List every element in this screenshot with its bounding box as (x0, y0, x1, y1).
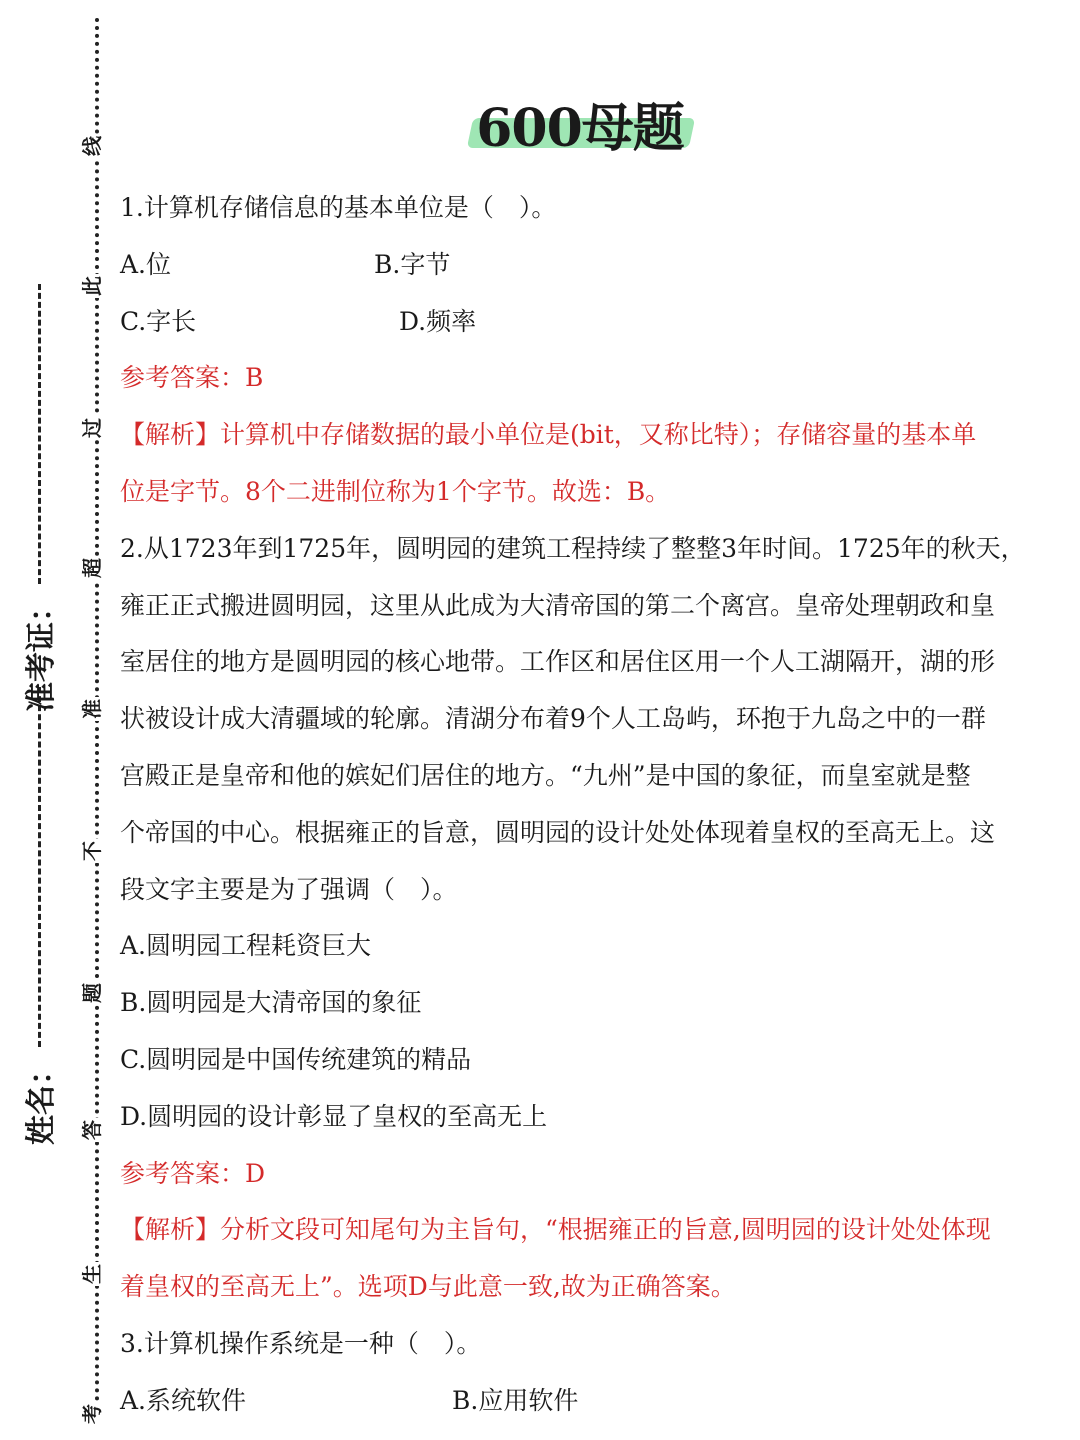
q2-option-d: D.圆明园的设计彰显了皇权的至高无上 (120, 1101, 548, 1131)
q1-stem: 1.计算机存储信息的基本单位是（ ）。 (120, 193, 557, 222)
q3-option-a: A.系统软件 (120, 1385, 247, 1415)
exam-id-label: 准考证： (24, 592, 59, 712)
q2-stem-line: 段文字主要是为了强调（ ）。 (120, 874, 458, 904)
binding-char: 题 (76, 981, 108, 1005)
name-field (16, 687, 60, 1145)
q2-stem-line: 2.从1723年到1725年，圆明园的建筑工程持续了整整3年时间。1725年的秋天， (120, 533, 1026, 563)
q1-analysis-line: 位是字节。8个二进制位称为1个字节。故选：B。 (120, 476, 671, 506)
binding-char: 超 (76, 556, 108, 580)
q2-stem-line: 宫殿正是皇帝和他的嫔妃们居住的地方。“九州”是中国的象征，而皇室就是整 (120, 760, 971, 790)
binding-char: 线 (76, 134, 108, 158)
q1-option-c: C.字长 (120, 306, 197, 336)
q2-stem-line: 个帝国的中心。根据雍正的旨意，圆明园的设计处处体现着皇权的至高无上。这 (120, 817, 996, 847)
q1-option-a: A.位 (120, 249, 172, 279)
binding-margin (0, 0, 112, 1440)
title-block (470, 86, 690, 159)
q2-option-b: B.圆明园是大清帝国的象征 (120, 988, 422, 1018)
q2-option-a: A.圆明园工程耗资巨大 (120, 931, 372, 961)
q1-options-row-2 (120, 294, 1040, 351)
q2-analysis-line: 着皇权的至高无上”。选项D与此意一致,故为正确答案。 (120, 1272, 736, 1302)
q3-option-b: B.应用软件 (452, 1385, 579, 1415)
binding-char: 考 (76, 1402, 108, 1426)
question-content (120, 180, 1040, 1430)
q2-analysis-line: 【解析】分析文段可知尾句为主旨句，“根据雍正的旨意,圆明园的设计处处体现 (120, 1215, 991, 1245)
q2-stem-line: 室居住的地方是圆明园的核心地带。工作区和居住区用一个人工湖隔开，湖的形 (120, 647, 996, 677)
q1-option-d: D.频率 (399, 306, 477, 336)
q2-stem-line: 雍正正式搬进圆明园，这里从此成为大清帝国的第二个离宫。皇帝处理朝政和皇 (120, 590, 996, 620)
q2-answer: 参考答案：D (120, 1158, 266, 1188)
binding-char: 生 (76, 1262, 108, 1286)
q1-answer: 参考答案：B (120, 363, 264, 393)
exam-id-field (16, 284, 60, 712)
q3-options-row (120, 1373, 1040, 1430)
q1-option-b: B.字节 (374, 249, 451, 279)
binding-char: 答 (76, 1118, 108, 1142)
name-line (36, 687, 41, 1047)
binding-char: 准 (76, 697, 108, 721)
binding-char: 过 (76, 416, 108, 440)
exam-id-line (36, 284, 41, 584)
page-title: 600母题 (476, 98, 684, 159)
name-label: 姓名： (24, 1055, 59, 1145)
binding-char: 此 (76, 274, 108, 298)
q2-stem-line: 状被设计成大清疆域的轮廓。清湖分布着9个人工岛屿，环抱于九岛之中的一群 (120, 704, 986, 734)
q3-stem: 3.计算机操作系统是一种（ ）。 (120, 1328, 482, 1358)
binding-char: 不 (76, 839, 108, 863)
q1-options-row-1 (120, 237, 1040, 294)
q1-analysis-line: 【解析】计算机中存储数据的最小单位是(bit，又称比特）；存储容量的基本单 (120, 420, 977, 450)
q2-option-c: C.圆明园是中国传统建筑的精品 (120, 1044, 472, 1074)
